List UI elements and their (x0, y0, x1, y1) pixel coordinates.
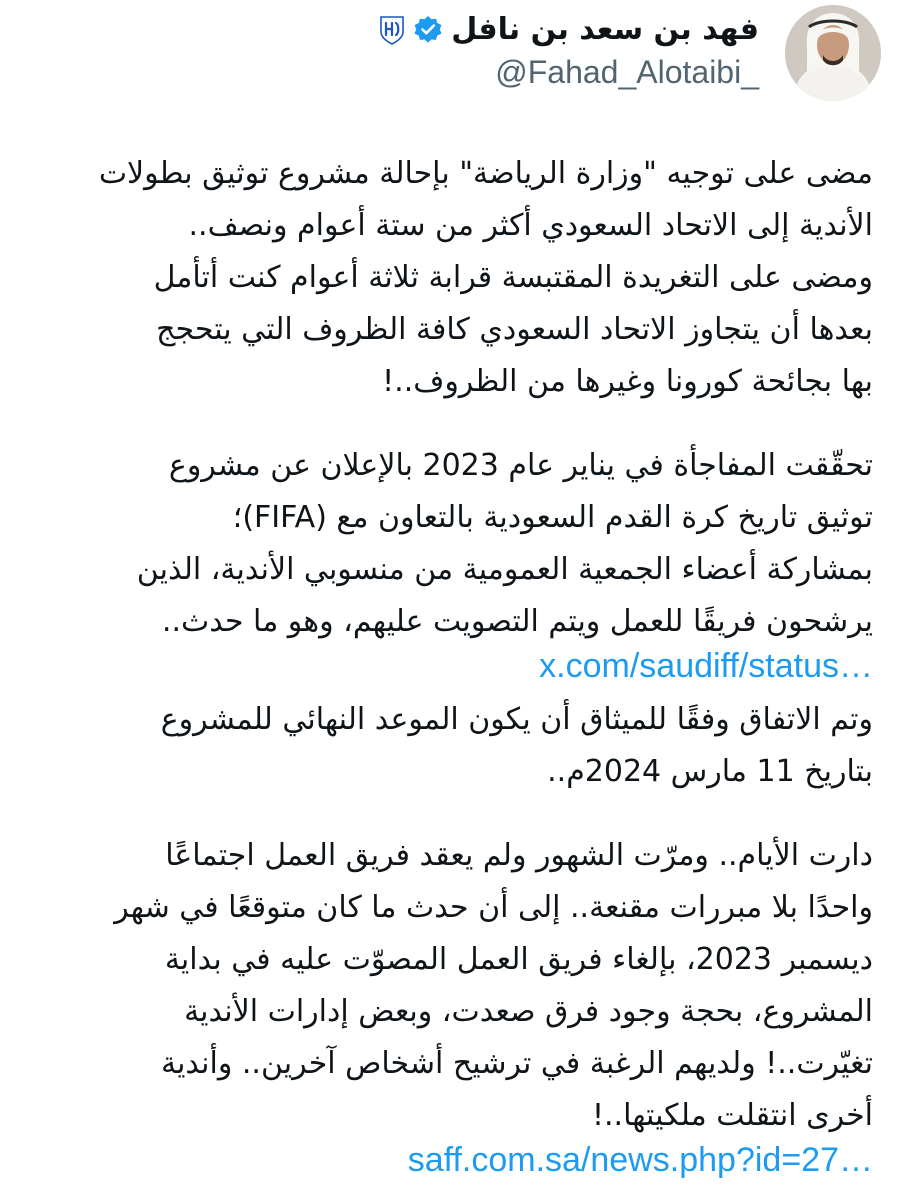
verified-check-icon (413, 15, 443, 45)
tweet-text-line: تغيّرت..! ولديهم الرغبة في ترشيح أشخاص آخرين.. وأندية (161, 1046, 873, 1081)
tweet-text-line: بمشاركة أعضاء الجمعية العمومية من منسوبي الأندية، الذين (136, 552, 873, 587)
tweet-text-line: تحقّقت المفاجأة في يناير عام 2023 بالإعلان عن مشروع (168, 448, 873, 483)
tweet-text-line: بتاريخ 11 مارس 2024م.. (547, 754, 873, 789)
tweet-text-line: ومضى على التغريدة المقتبسة قرابة ثلاثة أعوام كنت أتأمل (153, 260, 873, 295)
tweet-link-saudiff[interactable]: x.com/saudiff/status… (539, 647, 873, 685)
tweet-text-line: توثيق تاريخ كرة القدم السعودية بالتعاون مع (FIFA)؛ (232, 500, 873, 535)
author-name-row (379, 8, 759, 52)
tweet-text-line: واحدًا بلا مبررات مقنعة.. إلى أن حدث ما كان متوقعًا في شهر (114, 890, 873, 925)
tweet-text-line: ديسمبر 2023، بإلغاء فريق العمل المصوّت عليه في بداية (164, 942, 873, 977)
author-display-name[interactable]: فهد بن سعد بن نافل (451, 12, 759, 47)
tweet-text-line: بها بجائحة كورونا وغيرها من الظروف..! (382, 364, 873, 399)
tweet-text-line: الأندية إلى الاتحاد السعودي أكثر من ستة أعوام ونصف.. (188, 208, 873, 243)
tweet-text-line: دارت الأيام.. ومرّت الشهور ولم يعقد فريق العمل اجتماعًا (165, 838, 873, 873)
al-hilal-logo-icon (379, 15, 405, 45)
tweet-text-line: وتم الاتفاق وفقًا للميثاق أن يكون الموعد النهائي للمشروع (160, 702, 873, 737)
tweet-text-line: المشروع، بحجة وجود فرق صعدت، وبعض إدارات الأندية (184, 994, 873, 1029)
avatar[interactable] (785, 5, 881, 101)
tweet-link-saff[interactable]: saff.com.sa/news.php?id=27… (407, 1141, 873, 1179)
tweet-header (0, 0, 911, 110)
author-handle[interactable]: @Fahad_Alotaibi_ (495, 54, 759, 90)
tweet-text-line: بعدها أن يتجاوز الاتحاد السعودي كافة الظروف التي يتحجج (156, 312, 873, 347)
tweet-text-line: أخرى انتقلت ملكيتها..! (591, 1098, 873, 1133)
tweet-text-line: مضى على توجيه "وزارة الرياضة" بإحالة مشروع توثيق بطولات (98, 156, 873, 191)
tweet-text-line: يرشحون فريقًا للعمل ويتم التصويت عليهم، وهو ما حدث.. (161, 604, 873, 639)
